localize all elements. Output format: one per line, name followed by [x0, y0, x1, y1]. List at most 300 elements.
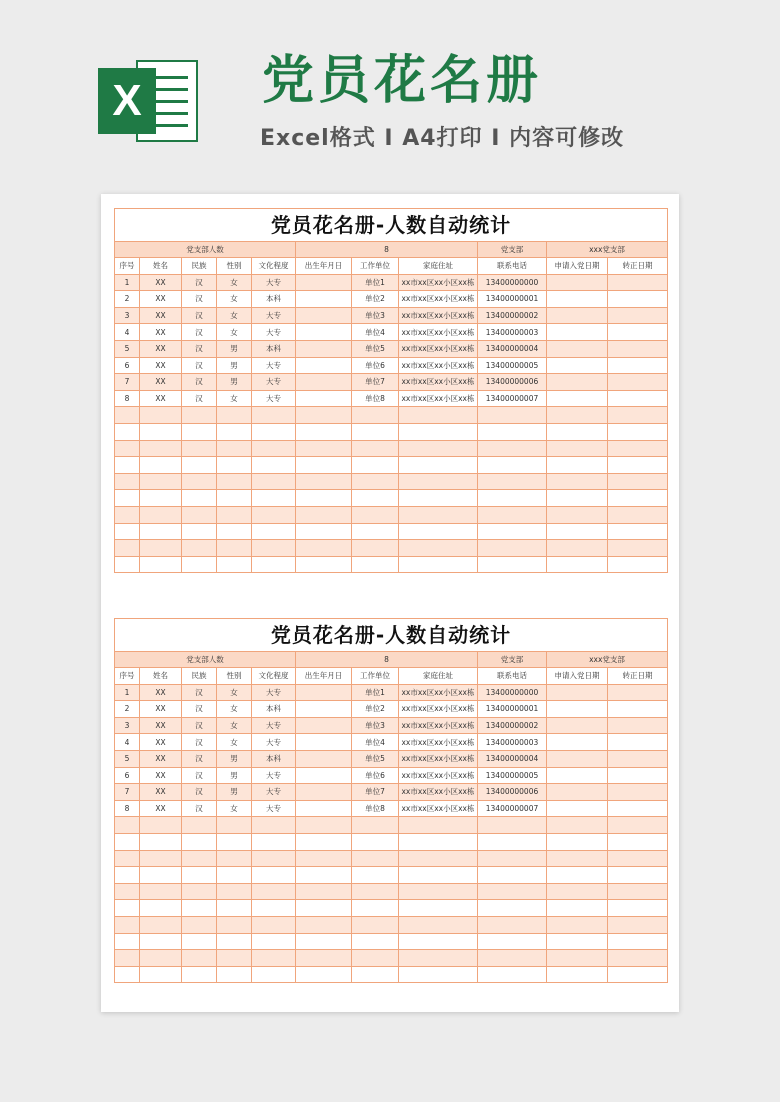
- table-cell[interactable]: 单位6: [352, 357, 399, 374]
- table-cell[interactable]: [296, 800, 352, 817]
- table-cell[interactable]: 8: [115, 800, 140, 817]
- empty-cell[interactable]: [352, 506, 399, 523]
- empty-cell[interactable]: [608, 457, 668, 474]
- empty-cell[interactable]: [217, 423, 252, 440]
- table-cell[interactable]: 女: [217, 307, 252, 324]
- empty-cell[interactable]: [478, 490, 547, 507]
- empty-cell[interactable]: [296, 916, 352, 933]
- table-cell[interactable]: [608, 701, 668, 718]
- table-cell[interactable]: 13400000003: [478, 734, 547, 751]
- empty-cell[interactable]: [140, 833, 182, 850]
- table-cell[interactable]: 汉: [182, 291, 217, 308]
- table-cell[interactable]: [296, 784, 352, 801]
- table-cell[interactable]: 男: [217, 340, 252, 357]
- table-cell[interactable]: 5: [115, 750, 140, 767]
- empty-cell[interactable]: [217, 407, 252, 424]
- table-cell[interactable]: 汉: [182, 800, 217, 817]
- empty-cell[interactable]: [608, 523, 668, 540]
- empty-cell[interactable]: [252, 950, 296, 967]
- empty-cell[interactable]: [547, 950, 608, 967]
- table-cell[interactable]: [296, 307, 352, 324]
- table-cell[interactable]: XX: [140, 701, 182, 718]
- table-cell[interactable]: 汉: [182, 307, 217, 324]
- table-cell[interactable]: 5: [115, 340, 140, 357]
- table-cell[interactable]: [608, 374, 668, 391]
- empty-cell[interactable]: [252, 900, 296, 917]
- empty-cell[interactable]: [547, 407, 608, 424]
- empty-cell[interactable]: [252, 933, 296, 950]
- empty-cell[interactable]: [399, 523, 478, 540]
- table-cell[interactable]: [296, 357, 352, 374]
- table-cell[interactable]: 男: [217, 357, 252, 374]
- empty-cell[interactable]: [140, 556, 182, 573]
- empty-cell[interactable]: [115, 440, 140, 457]
- empty-cell[interactable]: [115, 506, 140, 523]
- table-cell[interactable]: 大专: [252, 374, 296, 391]
- empty-cell[interactable]: [182, 556, 217, 573]
- table-cell[interactable]: 男: [217, 374, 252, 391]
- empty-cell[interactable]: [478, 850, 547, 867]
- empty-cell[interactable]: [608, 556, 668, 573]
- empty-cell[interactable]: [399, 916, 478, 933]
- empty-cell[interactable]: [182, 916, 217, 933]
- table-cell[interactable]: 13400000005: [478, 357, 547, 374]
- table-cell[interactable]: [608, 291, 668, 308]
- empty-cell[interactable]: [115, 867, 140, 884]
- empty-cell[interactable]: [547, 556, 608, 573]
- table-cell[interactable]: 本科: [252, 291, 296, 308]
- table-cell[interactable]: 单位5: [352, 340, 399, 357]
- empty-cell[interactable]: [217, 817, 252, 834]
- table-cell[interactable]: 3: [115, 717, 140, 734]
- empty-cell[interactable]: [115, 523, 140, 540]
- table-cell[interactable]: 13400000006: [478, 784, 547, 801]
- branch-value[interactable]: xxx党支部: [547, 652, 668, 668]
- empty-cell[interactable]: [296, 490, 352, 507]
- empty-cell[interactable]: [296, 833, 352, 850]
- empty-cell[interactable]: [547, 523, 608, 540]
- empty-cell[interactable]: [217, 540, 252, 557]
- empty-cell[interactable]: [399, 966, 478, 983]
- empty-cell[interactable]: [182, 407, 217, 424]
- empty-cell[interactable]: [608, 407, 668, 424]
- table-cell[interactable]: XX: [140, 717, 182, 734]
- empty-cell[interactable]: [547, 506, 608, 523]
- table-cell[interactable]: [547, 784, 608, 801]
- table-cell[interactable]: 6: [115, 767, 140, 784]
- empty-cell[interactable]: [352, 850, 399, 867]
- empty-cell[interactable]: [608, 883, 668, 900]
- table-cell[interactable]: XX: [140, 784, 182, 801]
- table-cell[interactable]: XX: [140, 750, 182, 767]
- empty-cell[interactable]: [252, 916, 296, 933]
- empty-cell[interactable]: [399, 900, 478, 917]
- table-cell[interactable]: 单位5: [352, 750, 399, 767]
- table-cell[interactable]: 13400000005: [478, 767, 547, 784]
- table-cell[interactable]: xx市xx区xx小区xx栋: [399, 750, 478, 767]
- empty-cell[interactable]: [608, 817, 668, 834]
- table-cell[interactable]: 大专: [252, 324, 296, 341]
- table-cell[interactable]: [547, 717, 608, 734]
- empty-cell[interactable]: [217, 950, 252, 967]
- empty-cell[interactable]: [182, 966, 217, 983]
- empty-cell[interactable]: [115, 916, 140, 933]
- table-cell[interactable]: 13400000001: [478, 701, 547, 718]
- table-cell[interactable]: 汉: [182, 340, 217, 357]
- empty-cell[interactable]: [217, 556, 252, 573]
- table-cell[interactable]: [608, 767, 668, 784]
- table-cell[interactable]: 大专: [252, 800, 296, 817]
- table-cell[interactable]: 男: [217, 750, 252, 767]
- table-cell[interactable]: [547, 357, 608, 374]
- empty-cell[interactable]: [399, 407, 478, 424]
- empty-cell[interactable]: [352, 540, 399, 557]
- empty-cell[interactable]: [296, 407, 352, 424]
- table-cell[interactable]: 汉: [182, 717, 217, 734]
- empty-cell[interactable]: [115, 556, 140, 573]
- empty-cell[interactable]: [547, 423, 608, 440]
- empty-cell[interactable]: [252, 506, 296, 523]
- empty-cell[interactable]: [115, 933, 140, 950]
- table-cell[interactable]: 大专: [252, 717, 296, 734]
- empty-cell[interactable]: [182, 833, 217, 850]
- table-cell[interactable]: 女: [217, 274, 252, 291]
- table-cell[interactable]: [547, 291, 608, 308]
- table-cell[interactable]: 本科: [252, 701, 296, 718]
- table-cell[interactable]: 13400000000: [478, 274, 547, 291]
- empty-cell[interactable]: [182, 933, 217, 950]
- empty-cell[interactable]: [296, 900, 352, 917]
- table-cell[interactable]: xx市xx区xx小区xx栋: [399, 390, 478, 407]
- empty-cell[interactable]: [352, 490, 399, 507]
- table-cell[interactable]: [608, 340, 668, 357]
- table-cell[interactable]: 汉: [182, 767, 217, 784]
- table-cell[interactable]: XX: [140, 800, 182, 817]
- empty-cell[interactable]: [352, 556, 399, 573]
- empty-cell[interactable]: [296, 540, 352, 557]
- empty-cell[interactable]: [478, 966, 547, 983]
- table-cell[interactable]: XX: [140, 734, 182, 751]
- empty-cell[interactable]: [478, 407, 547, 424]
- table-cell[interactable]: [296, 750, 352, 767]
- empty-cell[interactable]: [478, 950, 547, 967]
- table-cell[interactable]: 单位4: [352, 734, 399, 751]
- table-cell[interactable]: 13400000001: [478, 291, 547, 308]
- empty-cell[interactable]: [252, 867, 296, 884]
- table-cell[interactable]: [547, 684, 608, 701]
- table-cell[interactable]: XX: [140, 307, 182, 324]
- empty-cell[interactable]: [140, 473, 182, 490]
- table-cell[interactable]: 女: [217, 701, 252, 718]
- empty-cell[interactable]: [296, 817, 352, 834]
- empty-cell[interactable]: [252, 833, 296, 850]
- empty-cell[interactable]: [217, 440, 252, 457]
- empty-cell[interactable]: [547, 817, 608, 834]
- empty-cell[interactable]: [115, 950, 140, 967]
- empty-cell[interactable]: [217, 473, 252, 490]
- empty-cell[interactable]: [547, 966, 608, 983]
- table-cell[interactable]: XX: [140, 357, 182, 374]
- table-cell[interactable]: 大专: [252, 784, 296, 801]
- empty-cell[interactable]: [296, 950, 352, 967]
- table-cell[interactable]: [547, 750, 608, 767]
- empty-cell[interactable]: [547, 933, 608, 950]
- empty-cell[interactable]: [399, 457, 478, 474]
- table-cell[interactable]: [547, 374, 608, 391]
- table-cell[interactable]: 1: [115, 684, 140, 701]
- empty-cell[interactable]: [399, 490, 478, 507]
- empty-cell[interactable]: [140, 817, 182, 834]
- empty-cell[interactable]: [252, 490, 296, 507]
- table-cell[interactable]: XX: [140, 291, 182, 308]
- empty-cell[interactable]: [140, 457, 182, 474]
- empty-cell[interactable]: [115, 423, 140, 440]
- table-cell[interactable]: 大专: [252, 307, 296, 324]
- table-cell[interactable]: 7: [115, 784, 140, 801]
- table-cell[interactable]: xx市xx区xx小区xx栋: [399, 357, 478, 374]
- empty-cell[interactable]: [547, 540, 608, 557]
- table-cell[interactable]: 3: [115, 307, 140, 324]
- table-cell[interactable]: [296, 374, 352, 391]
- empty-cell[interactable]: [478, 473, 547, 490]
- empty-cell[interactable]: [140, 883, 182, 900]
- table-cell[interactable]: 男: [217, 767, 252, 784]
- empty-cell[interactable]: [217, 490, 252, 507]
- table-cell[interactable]: [608, 684, 668, 701]
- empty-cell[interactable]: [140, 523, 182, 540]
- table-cell[interactable]: 汉: [182, 357, 217, 374]
- empty-cell[interactable]: [608, 423, 668, 440]
- empty-cell[interactable]: [608, 833, 668, 850]
- empty-cell[interactable]: [296, 473, 352, 490]
- table-cell[interactable]: 单位4: [352, 324, 399, 341]
- table-cell[interactable]: xx市xx区xx小区xx栋: [399, 800, 478, 817]
- table-cell[interactable]: 汉: [182, 750, 217, 767]
- table-cell[interactable]: 大专: [252, 734, 296, 751]
- empty-cell[interactable]: [399, 817, 478, 834]
- table-cell[interactable]: 单位7: [352, 784, 399, 801]
- empty-cell[interactable]: [140, 950, 182, 967]
- empty-cell[interactable]: [399, 540, 478, 557]
- empty-cell[interactable]: [399, 867, 478, 884]
- table-cell[interactable]: 单位8: [352, 800, 399, 817]
- empty-cell[interactable]: [399, 883, 478, 900]
- table-cell[interactable]: 本科: [252, 340, 296, 357]
- empty-cell[interactable]: [352, 950, 399, 967]
- empty-cell[interactable]: [399, 556, 478, 573]
- table-cell[interactable]: 大专: [252, 390, 296, 407]
- table-cell[interactable]: xx市xx区xx小区xx栋: [399, 717, 478, 734]
- empty-cell[interactable]: [478, 423, 547, 440]
- empty-cell[interactable]: [608, 966, 668, 983]
- table-cell[interactable]: 大专: [252, 767, 296, 784]
- table-cell[interactable]: 4: [115, 734, 140, 751]
- empty-cell[interactable]: [399, 440, 478, 457]
- table-cell[interactable]: [547, 274, 608, 291]
- empty-cell[interactable]: [140, 850, 182, 867]
- empty-cell[interactable]: [478, 916, 547, 933]
- table-cell[interactable]: [608, 324, 668, 341]
- table-cell[interactable]: [608, 734, 668, 751]
- table-cell[interactable]: [296, 390, 352, 407]
- empty-cell[interactable]: [478, 440, 547, 457]
- empty-cell[interactable]: [182, 506, 217, 523]
- branch-label[interactable]: 党支部: [478, 652, 547, 668]
- table-cell[interactable]: xx市xx区xx小区xx栋: [399, 274, 478, 291]
- table-cell[interactable]: 大专: [252, 274, 296, 291]
- empty-cell[interactable]: [296, 457, 352, 474]
- table-cell[interactable]: 2: [115, 701, 140, 718]
- empty-cell[interactable]: [115, 833, 140, 850]
- table-cell[interactable]: 1: [115, 274, 140, 291]
- table-cell[interactable]: 13400000000: [478, 684, 547, 701]
- table-cell[interactable]: [547, 800, 608, 817]
- empty-cell[interactable]: [115, 457, 140, 474]
- empty-cell[interactable]: [115, 490, 140, 507]
- table-cell[interactable]: 本科: [252, 750, 296, 767]
- empty-cell[interactable]: [352, 440, 399, 457]
- empty-cell[interactable]: [399, 423, 478, 440]
- empty-cell[interactable]: [478, 540, 547, 557]
- table-cell[interactable]: 汉: [182, 374, 217, 391]
- empty-cell[interactable]: [352, 473, 399, 490]
- table-cell[interactable]: 大专: [252, 684, 296, 701]
- empty-cell[interactable]: [608, 540, 668, 557]
- branch-count-label[interactable]: 党支部人数: [115, 242, 296, 258]
- table-cell[interactable]: 男: [217, 784, 252, 801]
- empty-cell[interactable]: [399, 473, 478, 490]
- table-cell[interactable]: [608, 307, 668, 324]
- empty-cell[interactable]: [217, 883, 252, 900]
- empty-cell[interactable]: [608, 506, 668, 523]
- table-cell[interactable]: XX: [140, 390, 182, 407]
- empty-cell[interactable]: [182, 423, 217, 440]
- table-cell[interactable]: [296, 717, 352, 734]
- empty-cell[interactable]: [217, 523, 252, 540]
- empty-cell[interactable]: [217, 457, 252, 474]
- branch-label[interactable]: 党支部: [478, 242, 547, 258]
- table-cell[interactable]: xx市xx区xx小区xx栋: [399, 684, 478, 701]
- empty-cell[interactable]: [115, 473, 140, 490]
- table-cell[interactable]: [296, 701, 352, 718]
- empty-cell[interactable]: [608, 900, 668, 917]
- table-cell[interactable]: [608, 274, 668, 291]
- empty-cell[interactable]: [478, 833, 547, 850]
- table-cell[interactable]: [547, 307, 608, 324]
- table-cell[interactable]: 女: [217, 684, 252, 701]
- empty-cell[interactable]: [217, 833, 252, 850]
- empty-cell[interactable]: [478, 817, 547, 834]
- empty-cell[interactable]: [115, 966, 140, 983]
- empty-cell[interactable]: [296, 850, 352, 867]
- table-cell[interactable]: xx市xx区xx小区xx栋: [399, 291, 478, 308]
- empty-cell[interactable]: [140, 966, 182, 983]
- empty-cell[interactable]: [140, 423, 182, 440]
- empty-cell[interactable]: [547, 850, 608, 867]
- table-cell[interactable]: [547, 390, 608, 407]
- empty-cell[interactable]: [547, 900, 608, 917]
- empty-cell[interactable]: [296, 506, 352, 523]
- empty-cell[interactable]: [547, 440, 608, 457]
- empty-cell[interactable]: [217, 933, 252, 950]
- table-cell[interactable]: [608, 800, 668, 817]
- table-cell[interactable]: xx市xx区xx小区xx栋: [399, 767, 478, 784]
- table-cell[interactable]: xx市xx区xx小区xx栋: [399, 374, 478, 391]
- empty-cell[interactable]: [296, 523, 352, 540]
- table-cell[interactable]: 单位6: [352, 767, 399, 784]
- empty-cell[interactable]: [182, 490, 217, 507]
- empty-cell[interactable]: [182, 950, 217, 967]
- table-cell[interactable]: [608, 750, 668, 767]
- empty-cell[interactable]: [478, 523, 547, 540]
- table-cell[interactable]: 汉: [182, 784, 217, 801]
- empty-cell[interactable]: [252, 440, 296, 457]
- table-cell[interactable]: xx市xx区xx小区xx栋: [399, 701, 478, 718]
- table-cell[interactable]: XX: [140, 767, 182, 784]
- table-cell[interactable]: xx市xx区xx小区xx栋: [399, 734, 478, 751]
- table-cell[interactable]: 13400000007: [478, 390, 547, 407]
- table-cell[interactable]: 汉: [182, 734, 217, 751]
- table-cell[interactable]: 女: [217, 800, 252, 817]
- empty-cell[interactable]: [252, 457, 296, 474]
- empty-cell[interactable]: [352, 833, 399, 850]
- empty-cell[interactable]: [296, 966, 352, 983]
- empty-cell[interactable]: [352, 523, 399, 540]
- empty-cell[interactable]: [352, 407, 399, 424]
- empty-cell[interactable]: [608, 440, 668, 457]
- table-cell[interactable]: [547, 767, 608, 784]
- table-cell[interactable]: 女: [217, 734, 252, 751]
- empty-cell[interactable]: [252, 423, 296, 440]
- branch-count-value[interactable]: 8: [296, 652, 478, 668]
- empty-cell[interactable]: [252, 817, 296, 834]
- table-cell[interactable]: [608, 717, 668, 734]
- table-cell[interactable]: 单位8: [352, 390, 399, 407]
- empty-cell[interactable]: [547, 833, 608, 850]
- empty-cell[interactable]: [140, 933, 182, 950]
- table-cell[interactable]: 女: [217, 324, 252, 341]
- table-cell[interactable]: [296, 291, 352, 308]
- empty-cell[interactable]: [115, 883, 140, 900]
- table-cell[interactable]: 2: [115, 291, 140, 308]
- empty-cell[interactable]: [478, 506, 547, 523]
- empty-cell[interactable]: [547, 883, 608, 900]
- empty-cell[interactable]: [182, 540, 217, 557]
- empty-cell[interactable]: [217, 900, 252, 917]
- empty-cell[interactable]: [608, 916, 668, 933]
- table-cell[interactable]: XX: [140, 324, 182, 341]
- table-cell[interactable]: 单位3: [352, 307, 399, 324]
- empty-cell[interactable]: [296, 556, 352, 573]
- empty-cell[interactable]: [608, 950, 668, 967]
- empty-cell[interactable]: [115, 407, 140, 424]
- table-cell[interactable]: 女: [217, 390, 252, 407]
- empty-cell[interactable]: [252, 883, 296, 900]
- table-cell[interactable]: 4: [115, 324, 140, 341]
- empty-cell[interactable]: [399, 933, 478, 950]
- empty-cell[interactable]: [399, 850, 478, 867]
- table-cell[interactable]: [608, 390, 668, 407]
- empty-cell[interactable]: [478, 867, 547, 884]
- empty-cell[interactable]: [352, 916, 399, 933]
- empty-cell[interactable]: [478, 900, 547, 917]
- table-cell[interactable]: [296, 684, 352, 701]
- empty-cell[interactable]: [296, 867, 352, 884]
- empty-cell[interactable]: [140, 900, 182, 917]
- empty-cell[interactable]: [182, 817, 217, 834]
- table-cell[interactable]: 13400000004: [478, 750, 547, 767]
- empty-cell[interactable]: [296, 440, 352, 457]
